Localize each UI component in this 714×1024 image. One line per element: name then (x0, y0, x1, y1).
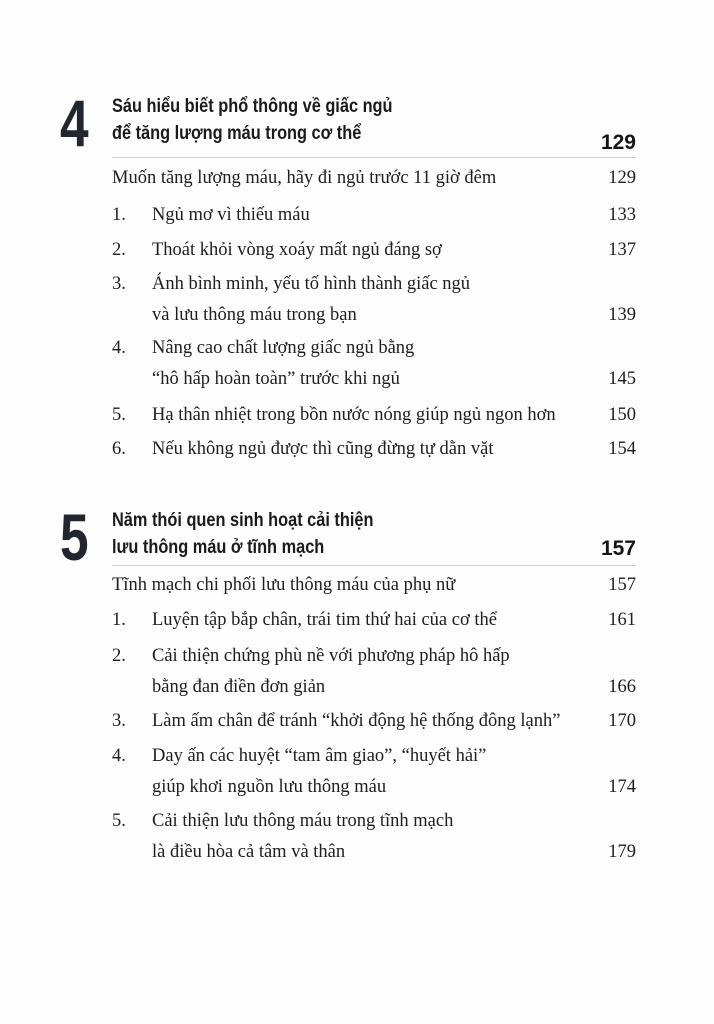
chapter-heading (112, 93, 636, 147)
toc-text: Cải thiện lưu thông máu trong tĩnh mạch (152, 811, 454, 831)
toc-item[interactable] (112, 335, 636, 395)
chapter-title-line: để tăng lượng máu trong cơ thể (112, 123, 362, 144)
toc-text: Muốn tăng lượng máu, hãy đi ngủ trước 11 giờ đêm (112, 168, 497, 188)
item-number: 2. (112, 240, 126, 260)
toc-text: Làm ấm chân để tránh “khởi động hệ thống đông lạnh” (152, 711, 561, 731)
toc-text: bằng đan điền đơn giản (152, 677, 326, 697)
item-number: 4. (112, 338, 126, 358)
divider (112, 157, 636, 158)
toc-item[interactable] (112, 271, 636, 331)
chapter-title-line: lưu thông máu ở tĩnh mạch (112, 537, 325, 558)
toc-page-num: 154 (608, 439, 636, 459)
toc-page-num: 145 (608, 369, 636, 389)
toc-text: Ánh bình minh, yếu tố hình thành giấc ngủ (152, 274, 471, 294)
toc-text: Nâng cao chất lượng giấc ngủ bằng (152, 338, 415, 358)
toc-page-num: 139 (608, 305, 636, 325)
toc-text: và lưu thông máu trong bạn (152, 305, 357, 325)
toc-page-num: 174 (608, 777, 636, 797)
item-number: 5. (112, 811, 126, 831)
toc-page-num: 166 (608, 677, 636, 697)
toc-page-num: 129 (608, 168, 636, 188)
chapter-title-line: Năm thói quen sinh hoạt cải thiện (112, 510, 374, 531)
toc-item[interactable] (112, 808, 636, 868)
toc-text: giúp khơi nguồn lưu thông máu (152, 777, 387, 797)
chapter-number: 4 (60, 86, 88, 160)
item-number: 3. (112, 274, 126, 294)
toc-text: Nếu không ngủ được thì cũng đừng tự dằn vặt (152, 439, 494, 459)
toc-text: Tĩnh mạch chi phối lưu thông máu của phụ nữ (112, 575, 456, 595)
item-number: 4. (112, 746, 126, 766)
chapter-page: 129 (600, 131, 636, 154)
toc-text: Ngủ mơ vì thiếu máu (152, 205, 310, 225)
chapter-title-line: Sáu hiểu biết phổ thông về giấc ngủ (112, 96, 393, 117)
toc-page-num: 133 (608, 205, 636, 225)
item-number: 1. (112, 205, 126, 225)
toc-item[interactable] (112, 743, 636, 803)
toc-text: “hô hấp hoàn toàn” trước khi ngủ (152, 369, 400, 389)
toc-page-num: 157 (608, 575, 636, 595)
divider (112, 565, 636, 566)
toc-text: Cải thiện chứng phù nề với phương pháp hô hấp (152, 646, 510, 666)
chapter-number: 5 (60, 500, 88, 574)
chapter-page: 157 (600, 537, 636, 560)
toc-page-num: 170 (608, 711, 636, 731)
toc-item[interactable] (112, 643, 636, 703)
toc-text: Day ấn các huyệt “tam âm giao”, “huyết hải” (152, 746, 487, 766)
item-number: 1. (112, 610, 126, 630)
toc-page-num: 161 (608, 610, 636, 630)
toc-text: Luyện tập bắp chân, trái tim thứ hai của cơ thể (152, 610, 497, 630)
toc-text: là điều hòa cả tâm và thân (152, 842, 346, 862)
toc-page-num: 150 (608, 405, 636, 425)
toc-page-num: 179 (608, 842, 636, 862)
item-number: 6. (112, 439, 126, 459)
item-number: 2. (112, 646, 126, 666)
item-number: 5. (112, 405, 126, 425)
toc-text: Hạ thân nhiệt trong bồn nước nóng giúp ngủ ngon hơn (152, 405, 556, 425)
chapter-heading (112, 507, 636, 561)
item-number: 3. (112, 711, 126, 731)
toc-page-num: 137 (608, 240, 636, 260)
toc-text: Thoát khỏi vòng xoáy mất ngủ đáng sợ (152, 240, 442, 260)
